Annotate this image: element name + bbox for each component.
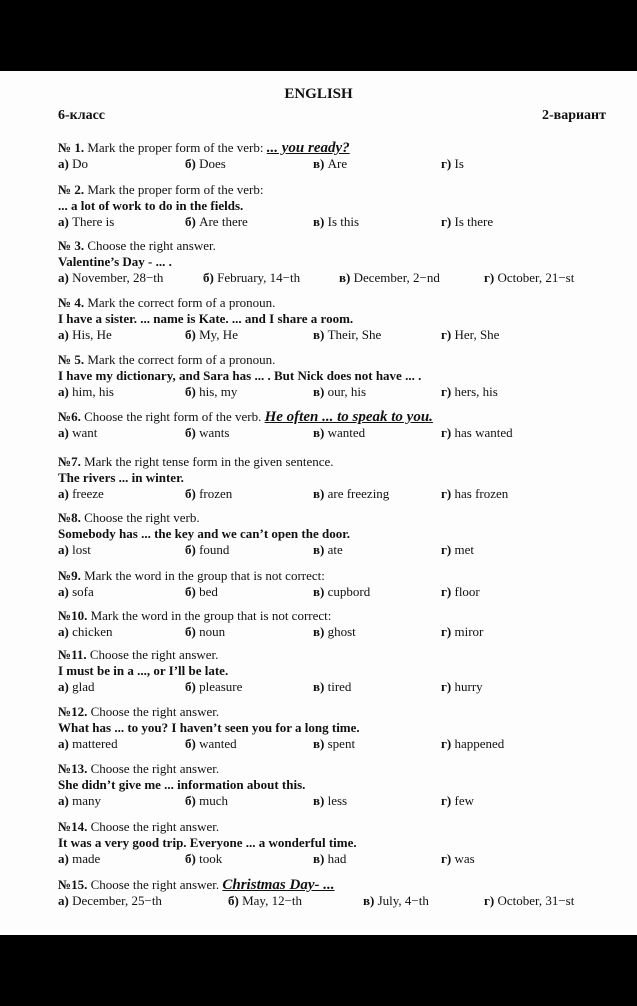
answer-option[interactable]	[441, 736, 504, 752]
answer-option[interactable]	[185, 736, 237, 752]
option-text: December, 2−nd	[353, 270, 440, 285]
question-number: №8.	[58, 510, 81, 525]
option-text: him, his	[72, 384, 114, 399]
question-prompt: Mark the word in the group that is not correct:	[90, 608, 332, 623]
answer-option[interactable]	[441, 425, 513, 441]
question-prompt: Choose the right answer.	[87, 238, 216, 253]
option-text: chicken	[72, 624, 113, 639]
question-prompt-line	[58, 140, 618, 156]
option-text: Is	[454, 156, 464, 171]
option-letter: в)	[313, 327, 325, 342]
option-text: has frozen	[454, 486, 509, 501]
answer-option[interactable]	[185, 679, 242, 695]
option-letter: б)	[203, 270, 214, 285]
answer-option[interactable]	[313, 736, 355, 752]
question-14	[58, 819, 618, 867]
question-inline-sentence: ... you ready?	[266, 140, 350, 156]
answer-option[interactable]	[58, 542, 91, 558]
option-letter: в)	[313, 679, 325, 694]
option-text: happened	[454, 736, 505, 751]
option-letter: а)	[58, 542, 69, 557]
option-letter: б)	[185, 851, 196, 866]
variant-label: 2-вариант	[541, 108, 606, 123]
question-15	[58, 877, 618, 909]
question-prompt-line	[58, 761, 618, 777]
question-prompt-line	[58, 238, 618, 254]
question-6	[58, 409, 618, 441]
option-letter: а)	[58, 624, 69, 639]
answer-option[interactable]	[313, 425, 365, 441]
option-letter: в)	[313, 542, 325, 557]
question-number: №10.	[58, 608, 88, 623]
answer-options	[58, 736, 618, 752]
answer-option[interactable]	[185, 851, 222, 867]
question-10	[58, 608, 618, 640]
option-text: Is there	[454, 214, 494, 229]
answer-options	[58, 893, 618, 909]
option-text: freeze	[72, 486, 104, 501]
answer-option[interactable]	[441, 384, 498, 400]
option-text: May, 12−th	[242, 893, 303, 908]
option-letter: г)	[484, 893, 495, 908]
option-letter: г)	[484, 270, 495, 285]
option-text: ghost	[327, 624, 356, 639]
option-text: wanted	[199, 736, 237, 751]
option-text: My, He	[199, 327, 238, 342]
question-number: №6.	[58, 409, 81, 424]
answer-option[interactable]	[58, 893, 162, 909]
option-letter: а)	[58, 214, 69, 229]
option-text: tired	[327, 679, 352, 694]
question-prompt: Mark the right tense form in the given sentence.	[84, 454, 334, 469]
answer-options	[58, 679, 618, 695]
question-number: №11.	[58, 647, 87, 662]
question-prompt-line	[58, 568, 618, 584]
answer-options	[58, 793, 618, 809]
answer-option[interactable]	[58, 679, 94, 695]
option-text: want	[72, 425, 98, 440]
option-text: hurry	[454, 679, 483, 694]
option-text: Do	[72, 156, 88, 171]
answer-option[interactable]	[185, 584, 218, 600]
option-text: October, 21−st	[497, 270, 575, 285]
option-text: Does	[199, 156, 226, 171]
question-number: № 4.	[58, 295, 85, 310]
answer-option[interactable]	[339, 270, 440, 286]
answer-option[interactable]	[313, 542, 343, 558]
option-letter: а)	[58, 384, 69, 399]
option-text: sofa	[72, 584, 94, 599]
question-sentence: I must be in a ..., or I’ll be late.	[58, 663, 229, 678]
option-letter: г)	[441, 793, 452, 808]
option-text: frozen	[199, 486, 233, 501]
option-text: has wanted	[454, 425, 513, 440]
answer-option[interactable]	[313, 584, 370, 600]
option-text: many	[72, 793, 101, 808]
question-prompt-line	[58, 704, 618, 720]
question-prompt-line	[58, 352, 618, 368]
option-letter: в)	[313, 793, 325, 808]
question-prompt-line	[58, 454, 618, 470]
option-text: pleasure	[199, 679, 243, 694]
answer-option[interactable]	[58, 156, 88, 172]
question-13	[58, 761, 618, 809]
option-letter: а)	[58, 270, 69, 285]
worksheet-page	[0, 71, 637, 935]
option-text: Are	[327, 156, 348, 171]
answer-option[interactable]	[185, 793, 228, 809]
answer-options	[58, 270, 618, 286]
answer-options	[58, 425, 618, 441]
option-letter: г)	[441, 156, 452, 171]
answer-option[interactable]	[185, 156, 226, 172]
answer-option[interactable]	[441, 679, 483, 695]
answer-option[interactable]	[313, 793, 347, 809]
option-text: our, his	[327, 384, 367, 399]
answer-option[interactable]	[313, 486, 389, 502]
answer-option[interactable]	[185, 624, 225, 640]
question-number: №14.	[58, 819, 88, 834]
question-sentence: Valentine’s Day - ... .	[58, 254, 172, 269]
question-prompt: Choose the right form of the verb.	[84, 409, 262, 424]
option-letter: в)	[313, 384, 325, 399]
question-prompt: Choose the right answer.	[90, 819, 220, 834]
option-letter: в)	[313, 214, 325, 229]
option-letter: б)	[185, 679, 196, 694]
option-text: February, 14−th	[217, 270, 301, 285]
question-sentence: What has ... to you? I haven’t seen you for a long time.	[58, 720, 360, 735]
option-text: Are there	[199, 214, 248, 229]
option-letter: в)	[313, 624, 325, 639]
option-letter: г)	[441, 851, 452, 866]
answer-options	[58, 542, 618, 558]
answer-option[interactable]	[185, 425, 229, 441]
question-prompt: Choose the right answer.	[90, 877, 220, 892]
page-title: ENGLISH	[284, 86, 353, 102]
option-letter: б)	[185, 736, 196, 751]
option-letter: б)	[228, 893, 239, 908]
option-text: found	[199, 542, 230, 557]
question-prompt: Choose the right answer.	[90, 704, 220, 719]
question-prompt: Mark the proper form of the verb:	[87, 140, 264, 155]
option-text: few	[454, 793, 474, 808]
option-text: Their, She	[327, 327, 382, 342]
answer-option[interactable]	[58, 584, 94, 600]
option-text: There is	[72, 214, 115, 229]
option-text: bed	[199, 584, 218, 599]
answer-option[interactable]	[185, 327, 238, 343]
question-prompt-line	[58, 819, 618, 835]
answer-option[interactable]	[228, 893, 302, 909]
answer-option[interactable]	[58, 736, 118, 752]
question-prompt-line	[58, 295, 618, 311]
question-prompt: Mark the correct form of a pronoun.	[87, 352, 276, 367]
answer-option[interactable]	[313, 327, 381, 343]
option-text: ate	[327, 542, 343, 557]
answer-options	[58, 851, 618, 867]
question-prompt: Mark the proper form of the verb:	[87, 182, 264, 197]
answer-option[interactable]	[313, 156, 347, 172]
answer-option[interactable]	[441, 584, 480, 600]
option-letter: б)	[185, 425, 196, 440]
question-4	[58, 295, 618, 343]
question-sentence: ... a lot of work to do in the fields.	[58, 198, 244, 213]
option-letter: б)	[185, 793, 196, 808]
answer-option[interactable]	[58, 384, 114, 400]
option-text: July, 4−th	[377, 893, 429, 908]
option-text: are freezing	[327, 486, 390, 501]
option-text: had	[327, 851, 347, 866]
answer-option[interactable]	[441, 156, 464, 172]
answer-option[interactable]	[313, 851, 346, 867]
question-number: №9.	[58, 568, 81, 583]
answer-option[interactable]	[58, 327, 112, 343]
option-letter: б)	[185, 542, 196, 557]
answer-option[interactable]	[441, 327, 499, 343]
option-text: took	[199, 851, 223, 866]
option-letter: в)	[313, 425, 325, 440]
question-prompt-line	[58, 510, 618, 526]
question-prompt: Mark the correct form of a pronoun.	[87, 295, 276, 310]
option-letter: г)	[441, 327, 452, 342]
question-number: №12.	[58, 704, 88, 719]
answer-option[interactable]	[441, 486, 508, 502]
answer-option[interactable]	[441, 214, 493, 230]
answer-option[interactable]	[441, 542, 474, 558]
option-letter: б)	[185, 486, 196, 501]
option-text: glad	[72, 679, 95, 694]
option-letter: б)	[185, 584, 196, 599]
question-prompt-line	[58, 877, 618, 893]
answer-options	[58, 584, 618, 600]
option-letter: г)	[441, 214, 452, 229]
question-2	[58, 182, 618, 230]
question-prompt-line	[58, 409, 618, 425]
option-text: miror	[454, 624, 484, 639]
grade-label: 6-класс	[58, 108, 106, 123]
option-text: his, my	[199, 384, 238, 399]
answer-option[interactable]	[185, 486, 232, 502]
question-1	[58, 140, 618, 172]
answer-option[interactable]	[185, 542, 229, 558]
option-letter: а)	[58, 327, 69, 342]
option-letter: б)	[185, 214, 196, 229]
question-prompt-line	[58, 182, 618, 198]
option-text: November, 28−th	[72, 270, 164, 285]
answer-option[interactable]	[58, 851, 100, 867]
option-letter: а)	[58, 584, 69, 599]
question-prompt: Mark the word in the group that is not correct:	[84, 568, 325, 583]
answer-option[interactable]	[185, 214, 248, 230]
option-text: wanted	[327, 425, 366, 440]
option-letter: а)	[58, 736, 69, 751]
option-letter: в)	[313, 736, 325, 751]
answer-option[interactable]	[441, 793, 474, 809]
answer-option[interactable]	[313, 679, 351, 695]
question-prompt: Choose the right answer.	[90, 761, 220, 776]
question-number: № 5.	[58, 352, 85, 367]
option-text: noun	[199, 624, 226, 639]
option-letter: б)	[185, 156, 196, 171]
question-sentence: I have a sister. ... name is Kate. ... and I share a room.	[58, 311, 354, 326]
option-letter: г)	[441, 384, 452, 399]
option-letter: б)	[185, 384, 196, 399]
option-text: much	[199, 793, 228, 808]
question-8	[58, 510, 618, 558]
question-prompt: Choose the right answer.	[89, 647, 219, 662]
answer-options	[58, 486, 618, 502]
answer-option[interactable]	[441, 851, 475, 867]
option-text: less	[327, 793, 348, 808]
answer-option[interactable]	[58, 214, 114, 230]
question-7	[58, 454, 618, 502]
answer-options	[58, 327, 618, 343]
option-text: Is this	[327, 214, 360, 229]
answer-option[interactable]	[58, 624, 113, 640]
question-number: № 2.	[58, 182, 85, 197]
option-text: made	[72, 851, 101, 866]
option-text: was	[454, 851, 475, 866]
option-letter: г)	[441, 624, 452, 639]
answer-option[interactable]	[185, 384, 237, 400]
answer-options	[58, 214, 618, 230]
option-text: December, 25−th	[72, 893, 162, 908]
option-letter: в)	[313, 851, 325, 866]
option-letter: в)	[363, 893, 375, 908]
answer-option[interactable]	[313, 214, 359, 230]
answer-option[interactable]	[363, 893, 429, 909]
answer-option[interactable]	[313, 384, 366, 400]
option-letter: а)	[58, 851, 69, 866]
answer-option[interactable]	[484, 270, 574, 286]
answer-option[interactable]	[313, 624, 356, 640]
option-text: floor	[454, 584, 480, 599]
option-text: wants	[199, 425, 230, 440]
question-number: №13.	[58, 761, 88, 776]
option-letter: а)	[58, 486, 69, 501]
option-letter: б)	[185, 327, 196, 342]
question-sentence: It was a very good trip. Everyone ... a wonderful time.	[58, 835, 357, 850]
question-12	[58, 704, 618, 752]
option-letter: г)	[441, 486, 452, 501]
answer-options	[58, 156, 618, 172]
answer-option[interactable]	[58, 270, 163, 286]
option-letter: а)	[58, 425, 69, 440]
question-sentence: Somebody has ... the key and we can’t open the door.	[58, 526, 351, 541]
option-letter: в)	[339, 270, 351, 285]
option-letter: а)	[58, 679, 69, 694]
question-3	[58, 238, 618, 286]
option-text: mattered	[72, 736, 118, 751]
answer-option[interactable]	[203, 270, 300, 286]
answer-option[interactable]	[58, 793, 101, 809]
answer-option[interactable]	[441, 624, 483, 640]
question-number: №7.	[58, 454, 81, 469]
option-letter: б)	[185, 624, 196, 639]
option-letter: г)	[441, 425, 452, 440]
option-letter: г)	[441, 542, 452, 557]
option-letter: г)	[441, 584, 452, 599]
option-text: met	[454, 542, 474, 557]
answer-option[interactable]	[484, 893, 574, 909]
option-letter: г)	[441, 679, 452, 694]
question-prompt-line	[58, 608, 618, 624]
option-text: hers, his	[454, 384, 498, 399]
answer-option[interactable]	[58, 486, 104, 502]
question-5	[58, 352, 618, 400]
question-sentence: She didn’t give me ... information about this.	[58, 777, 306, 792]
answer-options	[58, 384, 618, 400]
answer-option[interactable]	[58, 425, 97, 441]
option-text: lost	[72, 542, 91, 557]
option-text: cupbord	[327, 584, 371, 599]
question-number: № 1.	[58, 140, 85, 155]
option-letter: г)	[441, 736, 452, 751]
option-text: His, He	[72, 327, 112, 342]
option-letter: а)	[58, 893, 69, 908]
question-inline-sentence: He often ... to speak to you.	[264, 409, 433, 425]
question-number: №15.	[58, 877, 88, 892]
option-letter: в)	[313, 486, 325, 501]
question-sentence: The rivers ... in winter.	[58, 470, 184, 485]
option-letter: в)	[313, 156, 325, 171]
question-inline-sentence: Christmas Day- ...	[222, 877, 335, 893]
option-letter: в)	[313, 584, 325, 599]
option-letter: а)	[58, 793, 69, 808]
question-sentence: I have my dictionary, and Sara has ... . But Nick does not have ... .	[58, 368, 422, 383]
question-prompt: Choose the right verb.	[84, 510, 200, 525]
question-9	[58, 568, 618, 600]
question-number: № 3.	[58, 238, 85, 253]
option-letter: а)	[58, 156, 69, 171]
option-text: October, 31−st	[497, 893, 575, 908]
option-text: spent	[327, 736, 356, 751]
question-prompt-line	[58, 647, 618, 663]
option-text: Her, She	[454, 327, 500, 342]
question-11	[58, 647, 618, 695]
answer-options	[58, 624, 618, 640]
